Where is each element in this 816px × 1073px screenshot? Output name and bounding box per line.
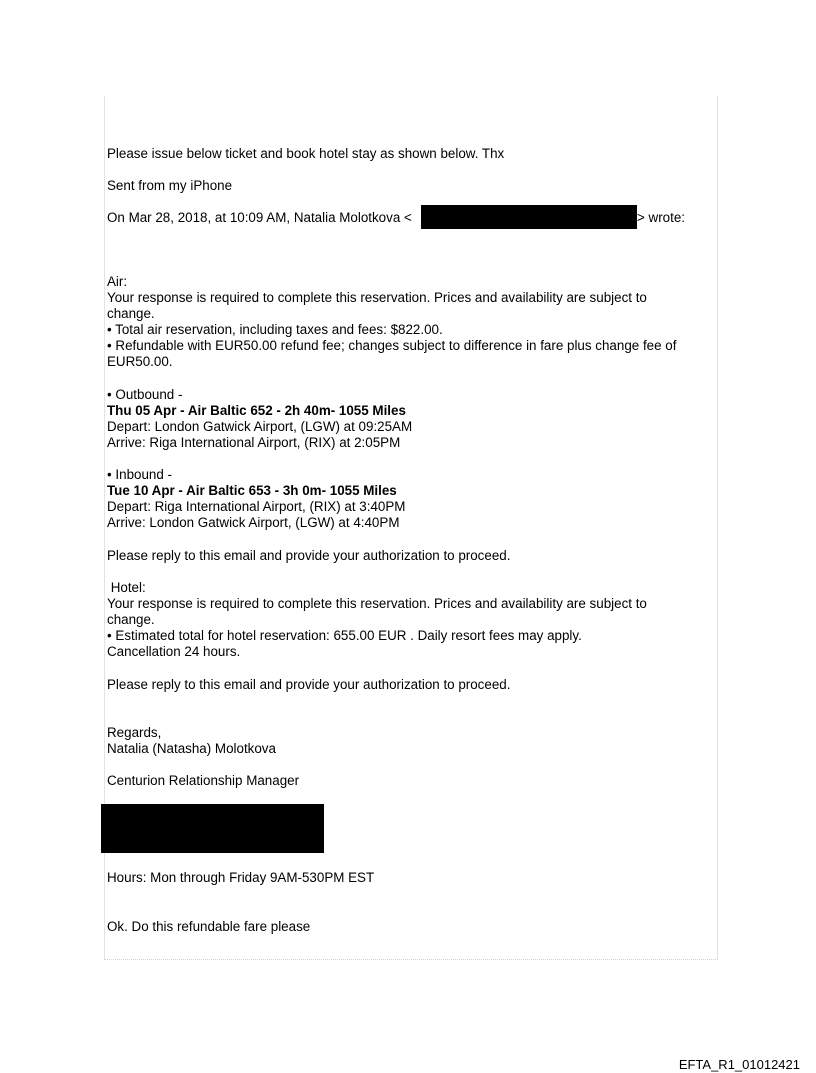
signature-regards: Regards, [107, 725, 162, 740]
air-heading: Air: [107, 274, 128, 289]
outbound-arrive: Arrive: Riga International Airport, (RIX) at 2:05PM [107, 435, 401, 450]
quote-header [107, 210, 412, 226]
outbound-flight: Thu 05 Apr - Air Baltic 652 - 2h 40m- 1055 Miles [107, 403, 406, 418]
air-refund-line1: • Refundable with EUR50.00 refund fee; changes subject to difference in fare plus change fee of [107, 338, 677, 353]
intro-text: Please issue below ticket and book hotel stay as shown below. Thx [107, 146, 505, 161]
reply-request-air: Please reply to this email and provide your authorization to proceed. [107, 548, 511, 563]
signature-title: Centurion Relationship Manager [107, 773, 300, 788]
signature-name: Natalia (Natasha) Molotkova [107, 741, 276, 756]
redacted-email-address [421, 205, 637, 229]
redacted-contact-block [101, 804, 324, 853]
quote-header-prefix: On Mar 28, 2018, at 10:09 AM, Natalia Molotkova < [107, 210, 412, 225]
outbound-depart: Depart: London Gatwick Airport, (LGW) at 09:25AM [107, 419, 413, 434]
sent-from-text: Sent from my iPhone [107, 178, 233, 193]
hotel-estimate: • Estimated total for hotel reservation: 655.00 EUR . Daily resort fees may apply. [107, 628, 582, 643]
hotel-notice-line1: Your response is required to complete this reservation. Prices and availability are subject to [107, 596, 647, 611]
air-notice-line2: change. [107, 306, 155, 321]
inbound-label: • Inbound - [107, 467, 172, 482]
hotel-cancellation: Cancellation 24 hours. [107, 644, 241, 659]
hotel-notice-line2: change. [107, 612, 155, 627]
air-notice-line1: Your response is required to complete this reservation. Prices and availability are subject to [107, 290, 647, 305]
document-id: EFTA_R1_01012421 [678, 1057, 800, 1072]
signature-hours: Hours: Mon through Friday 9AM-530PM EST [107, 870, 375, 885]
air-total: • Total air reservation, including taxes and fees: $822.00. [107, 322, 443, 337]
inbound-arrive: Arrive: London Gatwick Airport, (LGW) at 4:40PM [107, 515, 400, 530]
inbound-flight: Tue 10 Apr - Air Baltic 653 - 3h 0m- 1055 Miles [107, 483, 397, 498]
quote-header-suffix: > wrote: [637, 210, 686, 225]
reply-request-hotel: Please reply to this email and provide your authorization to proceed. [107, 677, 511, 692]
reply-message: Ok. Do this refundable fare please [107, 919, 311, 934]
hotel-heading: Hotel: [107, 580, 146, 595]
inbound-depart: Depart: Riga International Airport, (RIX) at 3:40PM [107, 499, 406, 514]
outbound-label: • Outbound - [107, 387, 183, 402]
air-refund-line2: EUR50.00. [107, 354, 173, 369]
